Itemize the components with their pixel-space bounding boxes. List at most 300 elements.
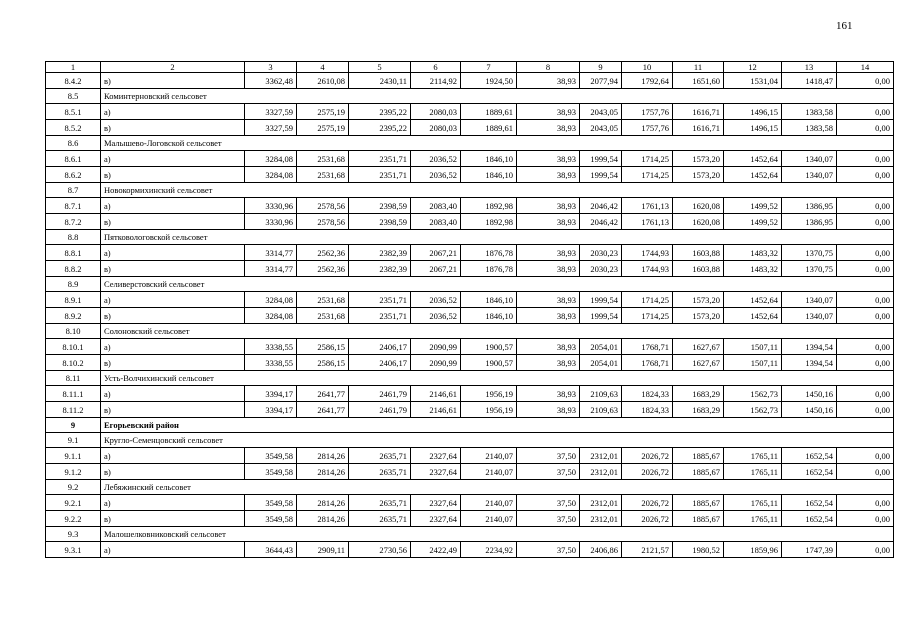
- row-value: 1394,54: [782, 339, 837, 355]
- row-code: 8.7.1: [46, 198, 101, 214]
- section-title: Кругло-Семенцовский сельсовет: [101, 433, 894, 448]
- row-value: 2327,64: [411, 464, 461, 480]
- row-value: 2067,21: [411, 261, 461, 277]
- column-header: 12: [724, 62, 782, 73]
- row-value: 2046,42: [580, 198, 622, 214]
- row-value: 2146,61: [411, 402, 461, 418]
- section-title: Лебяжинский сельсовет: [101, 480, 894, 495]
- row-value: 1757,76: [622, 104, 673, 120]
- row-value: 0,00: [837, 245, 894, 261]
- row-value: 2046,42: [580, 214, 622, 230]
- row-value: 0,00: [837, 292, 894, 308]
- row-value: 1340,07: [782, 151, 837, 167]
- row-value: 1573,20: [673, 292, 724, 308]
- row-value: 2531,68: [297, 167, 349, 183]
- table-row: [46, 448, 894, 464]
- row-value: 2043,05: [580, 104, 622, 120]
- row-value: 2090,99: [411, 339, 461, 355]
- row-label: в): [101, 120, 245, 136]
- row-code: 8.8.1: [46, 245, 101, 261]
- column-header: 13: [782, 62, 837, 73]
- row-value: 1900,57: [461, 355, 517, 371]
- column-header-row: [46, 62, 894, 73]
- row-value: 2351,71: [349, 151, 411, 167]
- row-value: 38,93: [517, 245, 580, 261]
- row-value: 2575,19: [297, 120, 349, 136]
- row-value: 1889,61: [461, 104, 517, 120]
- row-value: 2814,26: [297, 495, 349, 511]
- row-label: в): [101, 167, 245, 183]
- table-row: [46, 245, 894, 261]
- row-value: 2077,94: [580, 73, 622, 89]
- row-value: 37,50: [517, 495, 580, 511]
- row-value: 1616,71: [673, 120, 724, 136]
- row-value: 1889,61: [461, 120, 517, 136]
- row-value: 38,93: [517, 104, 580, 120]
- row-label: а): [101, 151, 245, 167]
- row-value: 1620,08: [673, 214, 724, 230]
- row-value: 0,00: [837, 104, 894, 120]
- row-value: 2351,71: [349, 292, 411, 308]
- row-label: в): [101, 355, 245, 371]
- row-value: 3314,77: [245, 261, 297, 277]
- row-value: 1652,54: [782, 448, 837, 464]
- row-value: 1765,11: [724, 464, 782, 480]
- row-value: 1956,19: [461, 402, 517, 418]
- row-value: 3644,43: [245, 542, 297, 558]
- table-row: [46, 542, 894, 558]
- table-row: [46, 355, 894, 371]
- row-value: 1757,76: [622, 120, 673, 136]
- row-code: 9.2.1: [46, 495, 101, 511]
- table-row: [46, 464, 894, 480]
- row-value: 1483,32: [724, 245, 782, 261]
- row-value: 1627,67: [673, 339, 724, 355]
- row-code: 8.11.2: [46, 402, 101, 418]
- row-value: 1452,64: [724, 151, 782, 167]
- row-value: 2635,71: [349, 511, 411, 527]
- row-value: 2562,36: [297, 261, 349, 277]
- row-value: 2531,68: [297, 151, 349, 167]
- tariff-table-container: [45, 61, 890, 558]
- row-value: 3284,08: [245, 308, 297, 324]
- tariff-table: [45, 61, 894, 558]
- table-row: [46, 261, 894, 277]
- page-number: 161: [836, 20, 853, 32]
- row-code: 8.9.1: [46, 292, 101, 308]
- column-header: 4: [297, 62, 349, 73]
- row-value: 1846,10: [461, 151, 517, 167]
- row-value: 1885,67: [673, 511, 724, 527]
- row-label: в): [101, 464, 245, 480]
- row-value: 38,93: [517, 73, 580, 89]
- row-value: 2641,77: [297, 402, 349, 418]
- row-value: 1340,07: [782, 292, 837, 308]
- row-value: 1683,29: [673, 402, 724, 418]
- row-value: 1765,11: [724, 495, 782, 511]
- row-value: 0,00: [837, 120, 894, 136]
- row-value: 2398,59: [349, 198, 411, 214]
- row-value: 1999,54: [580, 151, 622, 167]
- row-value: 2083,40: [411, 214, 461, 230]
- section-row: [46, 371, 894, 386]
- row-value: 2406,86: [580, 542, 622, 558]
- row-value: 1876,78: [461, 245, 517, 261]
- row-code: 9.1.1: [46, 448, 101, 464]
- row-value: 0,00: [837, 261, 894, 277]
- section-row: [46, 183, 894, 198]
- row-value: 1573,20: [673, 167, 724, 183]
- row-code: 8.6.2: [46, 167, 101, 183]
- row-value: 1627,67: [673, 355, 724, 371]
- row-value: 2043,05: [580, 120, 622, 136]
- section-title: Малышево-Логовской сельсовет: [101, 136, 894, 151]
- row-value: 1765,11: [724, 511, 782, 527]
- row-value: 1507,11: [724, 339, 782, 355]
- row-value: 1452,64: [724, 308, 782, 324]
- section-row: [46, 230, 894, 245]
- row-value: 2140,07: [461, 464, 517, 480]
- row-value: 2026,72: [622, 448, 673, 464]
- section-row: [46, 324, 894, 339]
- row-code: 9.3.1: [46, 542, 101, 558]
- row-value: 2036,52: [411, 292, 461, 308]
- row-code: 8.6.1: [46, 151, 101, 167]
- row-value: 3314,77: [245, 245, 297, 261]
- row-value: 38,93: [517, 120, 580, 136]
- row-value: 2090,99: [411, 355, 461, 371]
- row-value: 2578,56: [297, 198, 349, 214]
- row-value: 38,93: [517, 386, 580, 402]
- section-row: [46, 136, 894, 151]
- row-value: 3394,17: [245, 402, 297, 418]
- column-header: 8: [517, 62, 580, 73]
- row-value: 1824,33: [622, 402, 673, 418]
- row-value: 2578,56: [297, 214, 349, 230]
- row-value: 1876,78: [461, 261, 517, 277]
- row-value: 1507,11: [724, 355, 782, 371]
- row-value: 1418,47: [782, 73, 837, 89]
- row-value: 3330,96: [245, 214, 297, 230]
- row-value: 1620,08: [673, 198, 724, 214]
- row-value: 2395,22: [349, 104, 411, 120]
- row-value: 0,00: [837, 448, 894, 464]
- row-label: а): [101, 339, 245, 355]
- row-code: 8.7.2: [46, 214, 101, 230]
- row-value: 38,93: [517, 402, 580, 418]
- row-value: 2406,17: [349, 355, 411, 371]
- row-value: 2586,15: [297, 339, 349, 355]
- section-title: Малошелковниковский сельсовет: [101, 527, 894, 542]
- row-code: 9.2.2: [46, 511, 101, 527]
- column-header: 2: [101, 62, 245, 73]
- row-label: а): [101, 542, 245, 558]
- row-value: 2114,92: [411, 73, 461, 89]
- row-value: 2635,71: [349, 448, 411, 464]
- row-value: 1340,07: [782, 167, 837, 183]
- section-title: Новокормихинский сельсовет: [101, 183, 894, 198]
- section-code: 9: [46, 418, 101, 433]
- row-value: 3549,58: [245, 495, 297, 511]
- row-value: 1885,67: [673, 448, 724, 464]
- row-value: 2730,56: [349, 542, 411, 558]
- row-value: 2080,03: [411, 120, 461, 136]
- row-code: 8.4.2: [46, 73, 101, 89]
- row-value: 2054,01: [580, 339, 622, 355]
- row-value: 1652,54: [782, 464, 837, 480]
- table-row: [46, 151, 894, 167]
- row-value: 1768,71: [622, 355, 673, 371]
- row-value: 1744,93: [622, 245, 673, 261]
- row-value: 1340,07: [782, 308, 837, 324]
- row-value: 2146,61: [411, 386, 461, 402]
- row-value: 2909,11: [297, 542, 349, 558]
- column-header: 10: [622, 62, 673, 73]
- section-code: 8.10: [46, 324, 101, 339]
- row-value: 2382,39: [349, 261, 411, 277]
- row-code: 8.9.2: [46, 308, 101, 324]
- row-value: 2030,23: [580, 261, 622, 277]
- table-row: [46, 402, 894, 418]
- row-value: 1651,60: [673, 73, 724, 89]
- row-value: 2109,63: [580, 386, 622, 402]
- section-title: Солоновский сельсовет: [101, 324, 894, 339]
- row-value: 0,00: [837, 308, 894, 324]
- row-value: 1573,20: [673, 151, 724, 167]
- column-header: 6: [411, 62, 461, 73]
- row-value: 3284,08: [245, 292, 297, 308]
- row-value: 2080,03: [411, 104, 461, 120]
- row-value: 1496,15: [724, 104, 782, 120]
- section-title: Пятковологовской сельсовет: [101, 230, 894, 245]
- row-label: а): [101, 104, 245, 120]
- section-title: Коминтерновский сельсовет: [101, 89, 894, 104]
- row-code: 8.10.2: [46, 355, 101, 371]
- row-value: 2406,17: [349, 339, 411, 355]
- row-value: 3284,08: [245, 167, 297, 183]
- section-row: [46, 277, 894, 292]
- row-value: 3327,59: [245, 104, 297, 120]
- row-value: 1383,58: [782, 120, 837, 136]
- row-value: 2531,68: [297, 308, 349, 324]
- row-value: 2575,19: [297, 104, 349, 120]
- row-value: 1499,52: [724, 198, 782, 214]
- row-value: 1562,73: [724, 402, 782, 418]
- row-value: 37,50: [517, 464, 580, 480]
- row-label: а): [101, 495, 245, 511]
- row-value: 3338,55: [245, 339, 297, 355]
- row-value: 0,00: [837, 402, 894, 418]
- table-row: [46, 511, 894, 527]
- row-value: 1714,25: [622, 167, 673, 183]
- row-value: 0,00: [837, 386, 894, 402]
- table-row: [46, 104, 894, 120]
- row-code: 9.1.2: [46, 464, 101, 480]
- row-value: 0,00: [837, 464, 894, 480]
- row-value: 1714,25: [622, 308, 673, 324]
- row-label: в): [101, 73, 245, 89]
- row-value: 2036,52: [411, 308, 461, 324]
- row-value: 0,00: [837, 511, 894, 527]
- row-value: 0,00: [837, 355, 894, 371]
- row-value: 1824,33: [622, 386, 673, 402]
- row-value: 1999,54: [580, 292, 622, 308]
- row-value: 1761,13: [622, 214, 673, 230]
- row-value: 38,93: [517, 214, 580, 230]
- row-value: 3362,48: [245, 73, 297, 89]
- section-row: [46, 527, 894, 542]
- section-code: 8.5: [46, 89, 101, 104]
- row-value: 37,50: [517, 511, 580, 527]
- row-value: 1744,93: [622, 261, 673, 277]
- section-code: 9.1: [46, 433, 101, 448]
- row-value: 1900,57: [461, 339, 517, 355]
- row-value: 2351,71: [349, 308, 411, 324]
- row-value: 1714,25: [622, 151, 673, 167]
- section-row: [46, 89, 894, 104]
- row-value: 2351,71: [349, 167, 411, 183]
- row-value: 1846,10: [461, 308, 517, 324]
- row-value: 2140,07: [461, 448, 517, 464]
- row-value: 2422,49: [411, 542, 461, 558]
- row-value: 1747,39: [782, 542, 837, 558]
- row-value: 0,00: [837, 495, 894, 511]
- row-value: 3284,08: [245, 151, 297, 167]
- row-value: 1885,67: [673, 495, 724, 511]
- table-row: [46, 167, 894, 183]
- row-value: 2641,77: [297, 386, 349, 402]
- row-value: 37,50: [517, 448, 580, 464]
- row-value: 0,00: [837, 167, 894, 183]
- row-value: 2140,07: [461, 495, 517, 511]
- row-value: 2635,71: [349, 495, 411, 511]
- row-value: 3338,55: [245, 355, 297, 371]
- row-value: 1603,88: [673, 261, 724, 277]
- row-value: 2312,01: [580, 511, 622, 527]
- row-value: 1603,88: [673, 245, 724, 261]
- section-code: 9.3: [46, 527, 101, 542]
- row-value: 2109,63: [580, 402, 622, 418]
- row-value: 1761,13: [622, 198, 673, 214]
- row-value: 2398,59: [349, 214, 411, 230]
- table-row: [46, 495, 894, 511]
- row-value: 3327,59: [245, 120, 297, 136]
- section-code: 8.11: [46, 371, 101, 386]
- row-value: 2140,07: [461, 511, 517, 527]
- row-value: 3549,58: [245, 464, 297, 480]
- row-value: 3549,58: [245, 448, 297, 464]
- row-value: 0,00: [837, 339, 894, 355]
- row-value: 1383,58: [782, 104, 837, 120]
- row-value: 2312,01: [580, 464, 622, 480]
- row-code: 8.10.1: [46, 339, 101, 355]
- row-value: 1652,54: [782, 495, 837, 511]
- column-header: 5: [349, 62, 411, 73]
- row-value: 38,93: [517, 167, 580, 183]
- column-header: 9: [580, 62, 622, 73]
- row-value: 38,93: [517, 339, 580, 355]
- row-value: 3549,58: [245, 511, 297, 527]
- row-value: 1683,29: [673, 386, 724, 402]
- row-value: 2054,01: [580, 355, 622, 371]
- section-code: 8.8: [46, 230, 101, 245]
- row-value: 1531,04: [724, 73, 782, 89]
- row-value: 2036,52: [411, 151, 461, 167]
- row-label: а): [101, 386, 245, 402]
- column-header: 1: [46, 62, 101, 73]
- table-row: [46, 386, 894, 402]
- row-value: 2814,26: [297, 464, 349, 480]
- row-value: 0,00: [837, 214, 894, 230]
- row-value: 38,93: [517, 355, 580, 371]
- row-value: 2234,92: [461, 542, 517, 558]
- table-row: [46, 73, 894, 89]
- row-value: 2036,52: [411, 167, 461, 183]
- row-label: в): [101, 214, 245, 230]
- row-value: 2083,40: [411, 198, 461, 214]
- row-value: 2461,79: [349, 386, 411, 402]
- row-value: 1483,32: [724, 261, 782, 277]
- row-value: 1499,52: [724, 214, 782, 230]
- row-value: 1892,98: [461, 198, 517, 214]
- row-code: 8.5.1: [46, 104, 101, 120]
- row-value: 2610,08: [297, 73, 349, 89]
- row-value: 2635,71: [349, 464, 411, 480]
- row-value: 2814,26: [297, 448, 349, 464]
- row-value: 2531,68: [297, 292, 349, 308]
- row-value: 2814,26: [297, 511, 349, 527]
- row-value: 0,00: [837, 73, 894, 89]
- section-row: [46, 480, 894, 495]
- row-value: 2430,11: [349, 73, 411, 89]
- row-label: в): [101, 261, 245, 277]
- row-value: 2562,36: [297, 245, 349, 261]
- row-value: 1846,10: [461, 292, 517, 308]
- row-value: 1562,73: [724, 386, 782, 402]
- row-value: 2067,21: [411, 245, 461, 261]
- row-code: 8.11.1: [46, 386, 101, 402]
- row-value: 1394,54: [782, 355, 837, 371]
- row-value: 1452,64: [724, 167, 782, 183]
- district-row: [46, 418, 894, 433]
- row-label: а): [101, 198, 245, 214]
- row-value: 1370,75: [782, 245, 837, 261]
- row-value: 1652,54: [782, 511, 837, 527]
- row-value: 2312,01: [580, 448, 622, 464]
- row-label: а): [101, 292, 245, 308]
- row-value: 1370,75: [782, 261, 837, 277]
- table-row: [46, 308, 894, 324]
- table-row: [46, 120, 894, 136]
- row-value: 3394,17: [245, 386, 297, 402]
- row-value: 38,93: [517, 198, 580, 214]
- row-label: в): [101, 402, 245, 418]
- row-value: 38,93: [517, 292, 580, 308]
- row-value: 37,50: [517, 542, 580, 558]
- table-row: [46, 339, 894, 355]
- row-value: 2026,72: [622, 464, 673, 480]
- column-header: 14: [837, 62, 894, 73]
- row-value: 2327,64: [411, 448, 461, 464]
- column-header: 3: [245, 62, 297, 73]
- section-title: Селиверстовский сельсовет: [101, 277, 894, 292]
- section-title: Усть-Волчихинский сельсовет: [101, 371, 894, 386]
- row-value: 1892,98: [461, 214, 517, 230]
- table-row: [46, 292, 894, 308]
- row-value: 38,93: [517, 308, 580, 324]
- section-code: 8.9: [46, 277, 101, 292]
- row-value: 1792,64: [622, 73, 673, 89]
